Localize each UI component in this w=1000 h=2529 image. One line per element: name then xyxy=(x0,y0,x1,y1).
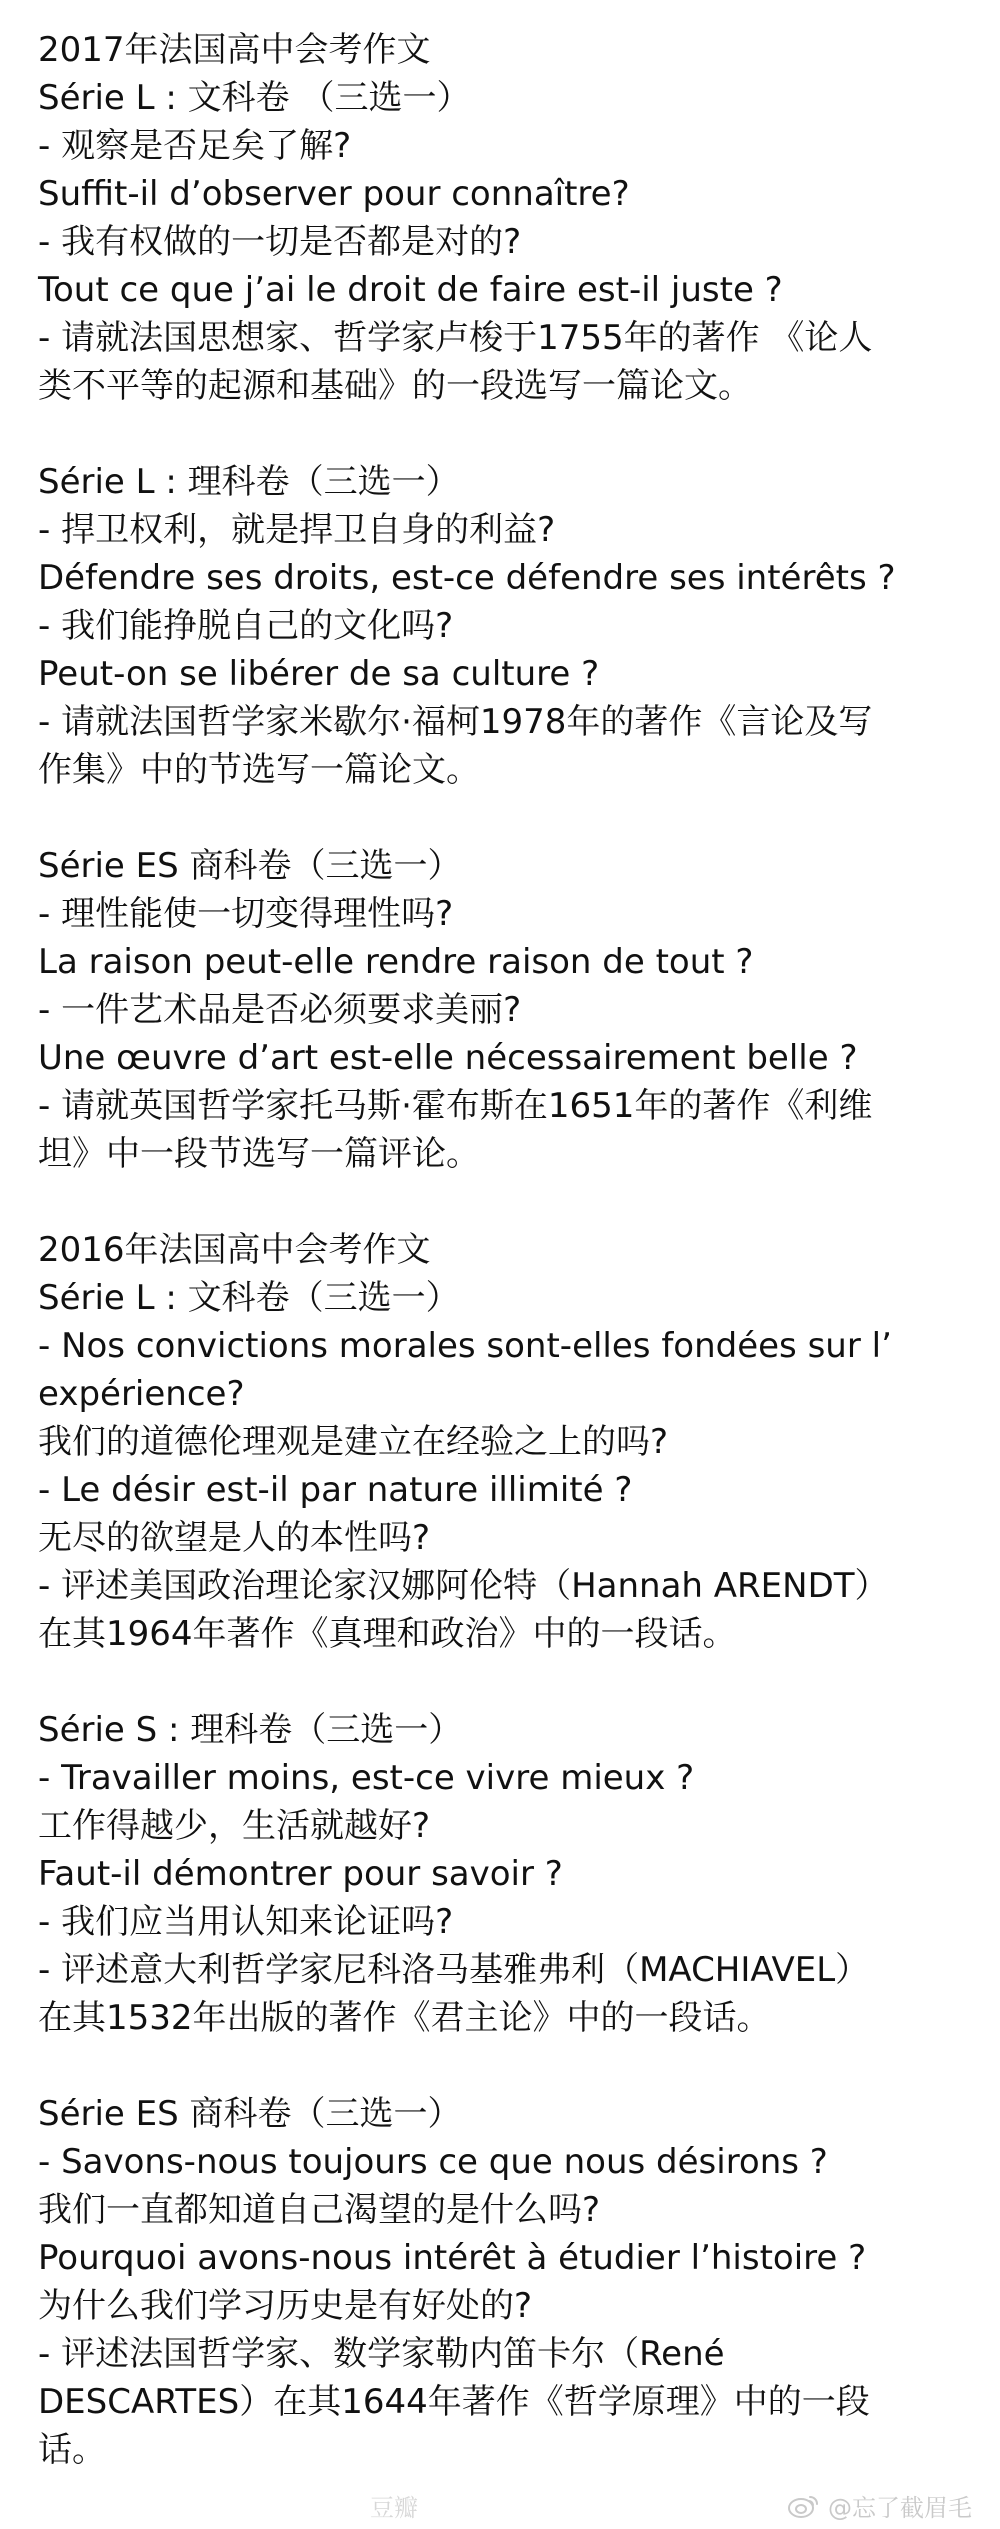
text-line: La raison peut-elle rendre raison de tout ? xyxy=(38,942,754,982)
section-2017-serie-l-lettres xyxy=(38,26,978,410)
section-title: 2017年法国高中会考作文 xyxy=(38,30,431,70)
text-line: DESCARTES）在其1644年著作《哲学原理》中的一段 xyxy=(38,2382,870,2422)
section-heading: Série ES 商科卷（三选一） xyxy=(38,2094,462,2134)
section-heading: Série L : 理科卷（三选一） xyxy=(38,462,460,502)
footer-watermarks xyxy=(0,2487,1000,2523)
section-2016-serie-es xyxy=(38,2090,978,2474)
text-line: - Nos convictions morales sont-elles fondées sur l’ xyxy=(38,1326,892,1366)
section-2017-serie-es xyxy=(38,842,978,1178)
text-line: 工作得越少，生活就越好? xyxy=(38,1806,431,1846)
text-line: - Savons-nous toujours ce que nous désirons ? xyxy=(38,2142,828,2182)
text-line: - 我们能挣脱自己的文化吗? xyxy=(38,606,454,646)
text-line: - 理性能使一切变得理性吗? xyxy=(38,894,454,934)
section-2017-serie-l-sciences xyxy=(38,458,978,794)
text-line: - 请就法国思想家、哲学家卢梭于1755年的著作 《论人 xyxy=(38,318,873,358)
text-line: 我们的道德伦理观是建立在经验之上的吗? xyxy=(38,1422,669,1462)
text-line: - Le désir est-il par nature illimité ? xyxy=(38,1470,633,1510)
section-heading: Série S : 理科卷（三选一） xyxy=(38,1710,463,1750)
text-line: Peut-on se libérer de sa culture ? xyxy=(38,654,600,694)
text-line: - 一件艺术品是否必须要求美丽? xyxy=(38,990,522,1030)
section-2016-serie-l xyxy=(38,1226,978,1658)
text-line: - 捍卫权利，就是捍卫自身的利益? xyxy=(38,510,556,550)
text-line: 在其1532年出版的著作《君主论》中的一段话。 xyxy=(38,1998,771,2038)
section-2016-serie-s xyxy=(38,1706,978,2042)
text-line: - 我有权做的一切是否都是对的? xyxy=(38,222,522,262)
douban-watermark: 豆瓣 xyxy=(370,2494,418,2522)
text-line: expérience? xyxy=(38,1374,245,1414)
text-line: 我们一直都知道自己渴望的是什么吗? xyxy=(38,2190,601,2230)
text-line: 类不平等的起源和基础》的一段选写一篇论文。 xyxy=(38,366,752,406)
document-body xyxy=(38,26,978,2474)
text-line: - 评述法国哲学家、数学家勒内笛卡尔（René xyxy=(38,2334,725,2374)
text-line: 作集》中的节选写一篇论文。 xyxy=(38,750,480,790)
section-heading: Série ES 商科卷（三选一） xyxy=(38,846,462,886)
text-line: Pourquoi avons-nous intérêt à étudier l’histoire ? xyxy=(38,2238,867,2278)
text-line: Une œuvre d’art est-elle nécessairement belle ? xyxy=(38,1038,858,1078)
text-line: - 评述意大利哲学家尼科洛马基雅弗利（MACHIAVEL） xyxy=(38,1950,870,1990)
text-line: - 观察是否足矣了解? xyxy=(38,126,352,166)
text-line: Défendre ses droits, est-ce défendre ses intérêts ? xyxy=(38,558,896,598)
weibo-icon xyxy=(786,2492,820,2520)
text-line: 为什么我们学习历史是有好处的? xyxy=(38,2286,533,2326)
text-line: - 我们应当用认知来论证吗? xyxy=(38,1902,454,1942)
text-line: Série L : 文科卷 （三选一） xyxy=(38,78,471,118)
text-line: 在其1964年著作《真理和政治》中的一段话。 xyxy=(38,1614,737,1654)
text-line: Faut-il démontrer pour savoir ? xyxy=(38,1854,563,1894)
text-line: 无尽的欲望是人的本性吗? xyxy=(38,1518,431,1558)
text-line: Série L : 文科卷（三选一） xyxy=(38,1278,460,1318)
text-line: 坦》中一段节选写一篇评论。 xyxy=(38,1134,480,1174)
text-line: 话。 xyxy=(38,2430,106,2470)
text-line: - 评述美国政治理论家汉娜阿伦特（Hannah ARENDT） xyxy=(38,1566,889,1606)
text-line: - 请就英国哲学家托马斯·霍布斯在1651年的著作《利维 xyxy=(38,1086,873,1126)
text-line: - 请就法国哲学家米歇尔·福柯1978年的著作《言论及写 xyxy=(38,702,873,742)
weibo-handle: @忘了截眉毛 xyxy=(828,2494,972,2522)
text-line: - Travailler moins, est-ce vivre mieux ? xyxy=(38,1758,695,1798)
text-line: Tout ce que j’ai le droit de faire est-il juste ? xyxy=(38,270,783,310)
text-line: Suffit-il d’observer pour connaître? xyxy=(38,174,630,214)
section-title: 2016年法国高中会考作文 xyxy=(38,1230,431,1270)
weibo-watermark xyxy=(786,2488,972,2523)
